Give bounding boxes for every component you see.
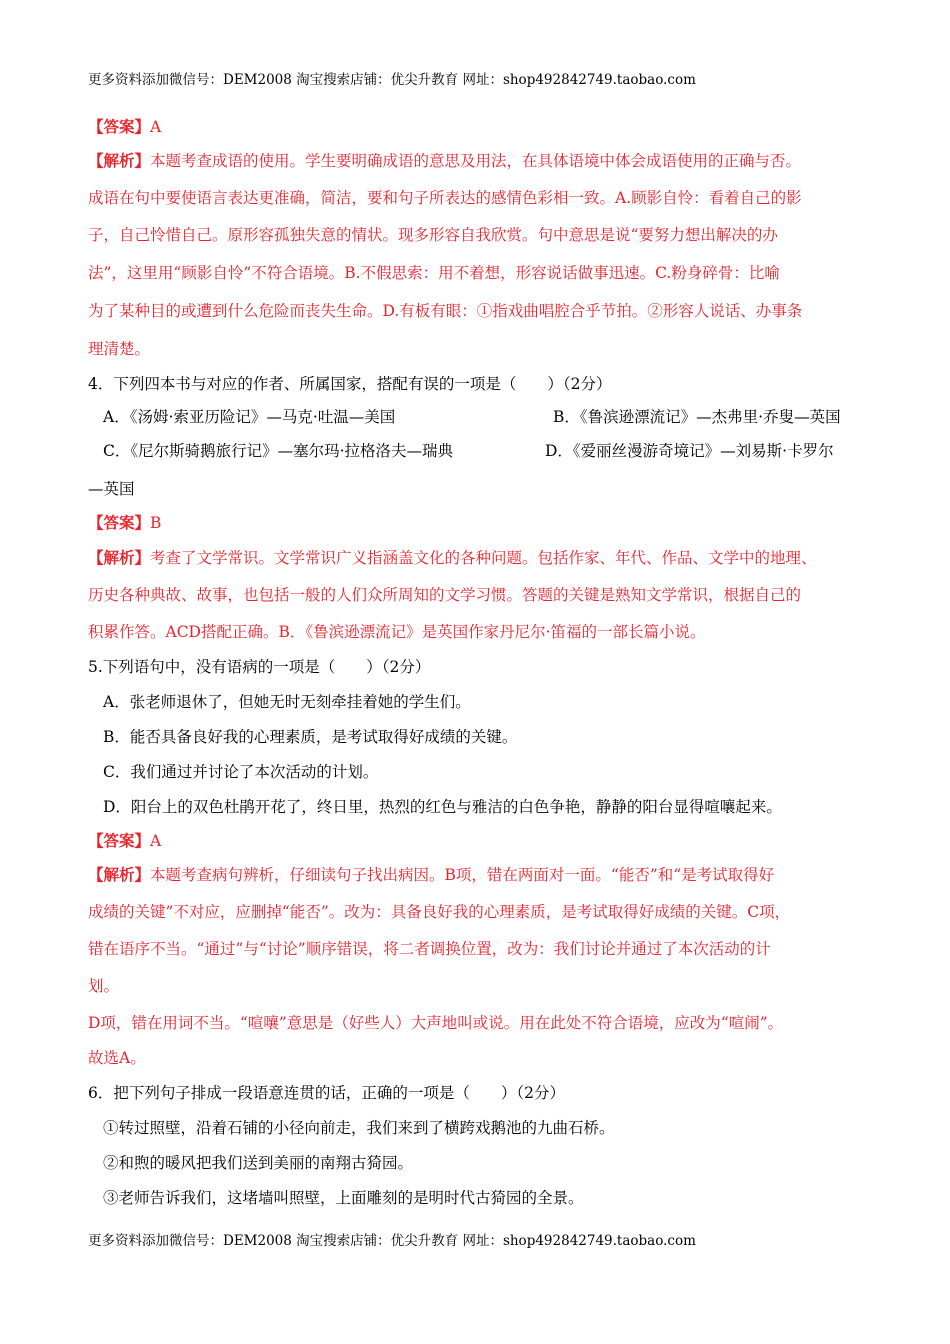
q4-option-d: D．《爱丽丝漫游奇境记》—刘易斯·卡罗尔 bbox=[545, 442, 834, 460]
q4-option-b: B．《鲁滨逊漂流记》—杰弗里·乔叟—英国 bbox=[553, 408, 841, 426]
q5-analysis-line: 【解析】本题考查病句辨析，仔细读句子找出病因。B项，错在两面对一面。“能否”和“是考试取得好 bbox=[88, 865, 775, 884]
q4-stem: 4．下列四本书与对应的作者、所属国家，搭配有误的一项是（ ）（2分） bbox=[88, 375, 612, 393]
q4-option-a: A．《汤姆·索亚历险记》—马克·吐温—美国 bbox=[103, 408, 396, 426]
q5-option-d: D．阳台上的双色杜鹃开花了，终日里，热烈的红色与雅洁的白色争艳，静静的阳台显得喧嚷起来。 bbox=[103, 798, 782, 816]
q3-analysis-line: 【解析】本题考查成语的使用。学生要明确成语的意思及用法，在具体语境中体会成语使用的正确与否。 bbox=[88, 151, 802, 170]
q3-analysis-line: 子，自己怜惜自己。原形容孤独失意的情状。现多形容自我欣赏。句中意思是说“要努力想出解决的办 bbox=[88, 226, 778, 244]
answer-tag: 【答案】 bbox=[88, 117, 151, 136]
q5-analysis-line: 故选A。 bbox=[88, 1049, 146, 1067]
q3-answer bbox=[88, 116, 161, 138]
q3-analysis-line: 法”，这里用“顾影自怜”不符合语境。B.不假思索：用不着想，形容说话做事迅速。C.粉身碎骨：比喻 bbox=[88, 264, 780, 282]
q4-analysis-line: 历史各种典故、故事，也包括一般的人们众所周知的文学习惯。答题的关键是熟知文学常识，根据自己的 bbox=[88, 586, 802, 604]
answer-value: B bbox=[150, 514, 162, 532]
answer-value: A bbox=[150, 832, 162, 850]
q6-item: ③老师告诉我们，这堵墙叫照壁，上面雕刻的是明时代古猗园的全景。 bbox=[103, 1189, 584, 1207]
analysis-tag: 【解析】 bbox=[88, 865, 151, 884]
q4-answer bbox=[88, 512, 161, 534]
q4-analysis-line: 积累作答。ACD搭配正确。B．《鲁滨逊漂流记》是英国作家丹尼尔·笛福的一部长篇小说。 bbox=[88, 623, 706, 641]
q5-analysis-line: 划。 bbox=[88, 977, 120, 995]
q3-analysis-line: 成语在句中要使语言表达更准确，简洁，要和句子所表达的感情色彩相一致。A.顾影自怜：看着自己的影 bbox=[88, 189, 802, 207]
answer-value: A bbox=[150, 118, 162, 136]
q5-option-c: C．我们通过并讨论了本次活动的计划。 bbox=[103, 763, 379, 781]
q5-option-a: A．张老师退休了，但她无时无刻牵挂着她的学生们。 bbox=[103, 693, 471, 711]
page-header: 更多资料添加微信号：DEM2008 淘宝搜索店铺：优尖升教育 网址：shop492842749.taobao.com bbox=[88, 72, 696, 88]
q5-analysis-line: D项，错在用词不当。“喧嚷”意思是（好些人）大声地叫或说。用在此处不符合语境，应改为“喧闹”。 bbox=[88, 1014, 784, 1032]
q4-option-d-wrap: —英国 bbox=[88, 480, 135, 498]
q4-option-c: C．《尼尔斯骑鹅旅行记》—塞尔玛·拉格洛夫—瑞典 bbox=[103, 442, 454, 460]
q5-analysis-line: 错在语序不当。“通过”与“讨论”顺序错误，将二者调换位置，改为：我们讨论并通过了本次活动的计 bbox=[88, 940, 771, 958]
analysis-tag: 【解析】 bbox=[88, 548, 151, 567]
analysis-tag: 【解析】 bbox=[88, 151, 151, 170]
q5-stem: 5.下列语句中，没有语病的一项是（ ）（2分） bbox=[88, 658, 431, 676]
q6-item: ②和煦的暖风把我们送到美丽的南翔古猗园。 bbox=[103, 1154, 414, 1172]
answer-tag: 【答案】 bbox=[88, 513, 151, 532]
page-footer: 更多资料添加微信号：DEM2008 淘宝搜索店铺：优尖升教育 网址：shop492842749.taobao.com bbox=[88, 1233, 696, 1249]
q3-analysis-line: 理清楚。 bbox=[88, 340, 151, 358]
answer-tag: 【答案】 bbox=[88, 831, 151, 850]
q6-item: ①转过照壁，沿着石铺的小径向前走，我们来到了横跨戏鹅池的九曲石桥。 bbox=[103, 1119, 615, 1137]
q5-option-b: B．能否具备良好我的心理素质，是考试取得好成绩的关键。 bbox=[103, 728, 518, 746]
q5-analysis-line: 成绩的关键”不对应，应删掉“能否”。改为：具备良好我的心理素质，是考试取得好成绩的关键。C项， bbox=[88, 903, 791, 921]
q5-answer bbox=[88, 830, 161, 852]
q3-analysis-line: 为了某种目的或遭到什么危险而丧失生命。D.有板有眼：①指戏曲唱腔合乎节拍。②形容人说话、办事条 bbox=[88, 302, 803, 320]
q4-analysis-line: 【解析】考查了文学常识。文学常识广义指涵盖文化的各种问题。包括作家、年代、作品、文学中的地理、 bbox=[88, 548, 817, 567]
q6-stem: 6．把下列句子排成一段语意连贯的话，正确的一项是（ ）（2分） bbox=[88, 1084, 565, 1102]
